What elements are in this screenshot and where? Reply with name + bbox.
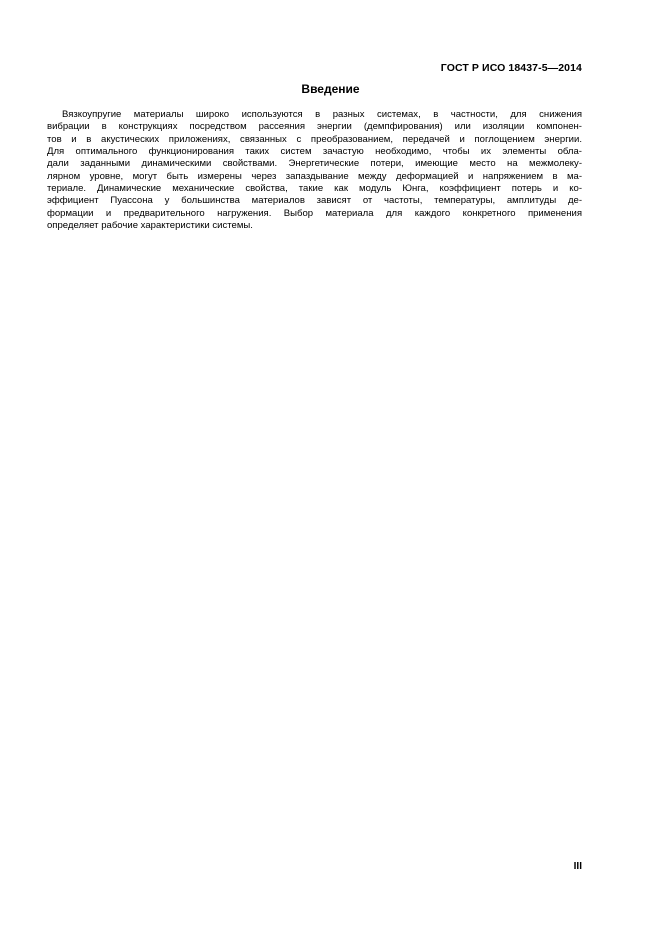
paragraph-line: лярном уровне, могут быть измерены через запаздывание между деформацией и напряжением в ма- bbox=[47, 170, 582, 182]
paragraph-line: эффициент Пуассона у большинства материалов зависят от частоты, температуры, амплитуды де- bbox=[47, 195, 582, 207]
introduction-paragraph bbox=[47, 109, 582, 232]
paragraph-line: Вязкоупругие материалы широко используются в разных системах, в частности, для снижения bbox=[62, 109, 582, 120]
section-title: Введение bbox=[301, 82, 360, 96]
paragraph-line: формации и предварительного нагружения. Выбор материала для каждого конкретного применения bbox=[47, 207, 582, 219]
paragraph-line: вибрации в конструкциях посредством рассеяния энергии (демпфирования) или изоляции компонен- bbox=[47, 121, 582, 133]
standard-id-header: ГОСТ Р ИСО 18437-5—2014 bbox=[440, 62, 582, 74]
paragraph-line: Для оптимального функционирования таких систем зачастую необходимо, чтобы их элементы обла- bbox=[47, 146, 582, 158]
paragraph-line: тов и в акустических приложениях, связанных с преобразованием, передачей и поглощением энергии. bbox=[47, 133, 582, 145]
paragraph-line: териале. Динамические механические свойства, такие как модуль Юнга, коэффициент потерь и ко- bbox=[47, 183, 582, 195]
page-number: III bbox=[573, 861, 582, 872]
paragraph-line: дали заданными динамическими свойствами. Энергетические потери, имеющие место на межмолеку- bbox=[47, 158, 582, 170]
paragraph-line: определяет рабочие характеристики системы. bbox=[47, 220, 253, 232]
